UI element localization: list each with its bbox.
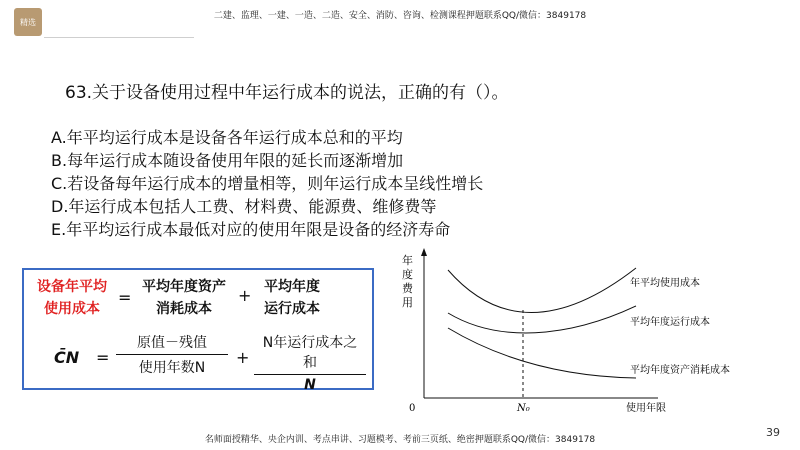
asset-cost-term: 平均年度资产 消耗成本 [142, 279, 226, 317]
equals-sign: = [118, 288, 132, 307]
series-label-avg-usage-cost: 年平均使用成本 [630, 278, 700, 289]
option-c: C.若设备每年运行成本的增量相等，则年运行成本呈线性增长 [51, 174, 484, 193]
y-axis-label: 年度费用 [402, 254, 413, 309]
page-number: 39 [766, 426, 780, 439]
series-label-avg-operating-cost: 平均年度运行成本 [630, 317, 710, 328]
cost-symbol: C̄N [54, 348, 80, 367]
operating-cost-term: 平均年度 运行成本 [264, 279, 320, 317]
options-list [51, 126, 483, 241]
option-d: D.年运行成本包括人工费、材料费、能源费、维修费等 [51, 197, 437, 216]
formula-box [22, 268, 374, 393]
option-e: E.年平均运行成本最低对应的使用年限是设备的经济寿命 [51, 220, 451, 239]
fraction-bar [254, 374, 366, 375]
fraction-denominator: N [304, 377, 316, 393]
formula-label: 设备年平均 使用成本 [37, 279, 107, 317]
y-axis-arrow [421, 248, 427, 256]
fraction-numerator: N年运行成本之和 [262, 335, 358, 371]
n0-label: N₀ [517, 403, 530, 414]
cost-chart [398, 248, 788, 420]
origin-label: 0 [409, 403, 416, 414]
operating-fraction [254, 332, 366, 393]
plus-sign: + [238, 286, 252, 305]
option-a: A.年平均运行成本是设备各年运行成本总和的平均 [51, 128, 403, 147]
header-banner: 二建、监理、一建、一造、二造、安全、消防、咨询、检测课程押题联系QQ/微信：3849178 [213, 11, 587, 21]
footer-banner: 名师面授精华、央企内训、考点串讲、习题模考、考前三页纸、绝密押题联系QQ/微信：3849178 [204, 435, 596, 445]
equals-sign-2: = [96, 348, 110, 367]
series-line-asset-consumption-cost [448, 328, 636, 378]
fraction-numerator: 原值－残值 [137, 335, 207, 351]
logo: 精选 [14, 8, 42, 36]
series-line-avg-usage-cost [448, 268, 636, 313]
plus-sign-2: + [236, 348, 250, 367]
question-text: 63.关于设备使用过程中年运行成本的说法，正确的有（）。 [65, 83, 509, 103]
option-b: B.每年运行成本随设备使用年限的延长而逐渐增加 [51, 151, 404, 170]
fraction-bar [116, 354, 228, 355]
asset-fraction [116, 332, 228, 377]
fraction-denominator: 使用年数N [138, 360, 206, 376]
header-divider [44, 37, 194, 38]
series-label-asset-consumption-cost: 平均年度资产消耗成本 [630, 365, 730, 376]
x-axis-label: 使用年限 [626, 403, 666, 414]
series-line-avg-operating-cost [448, 306, 636, 333]
